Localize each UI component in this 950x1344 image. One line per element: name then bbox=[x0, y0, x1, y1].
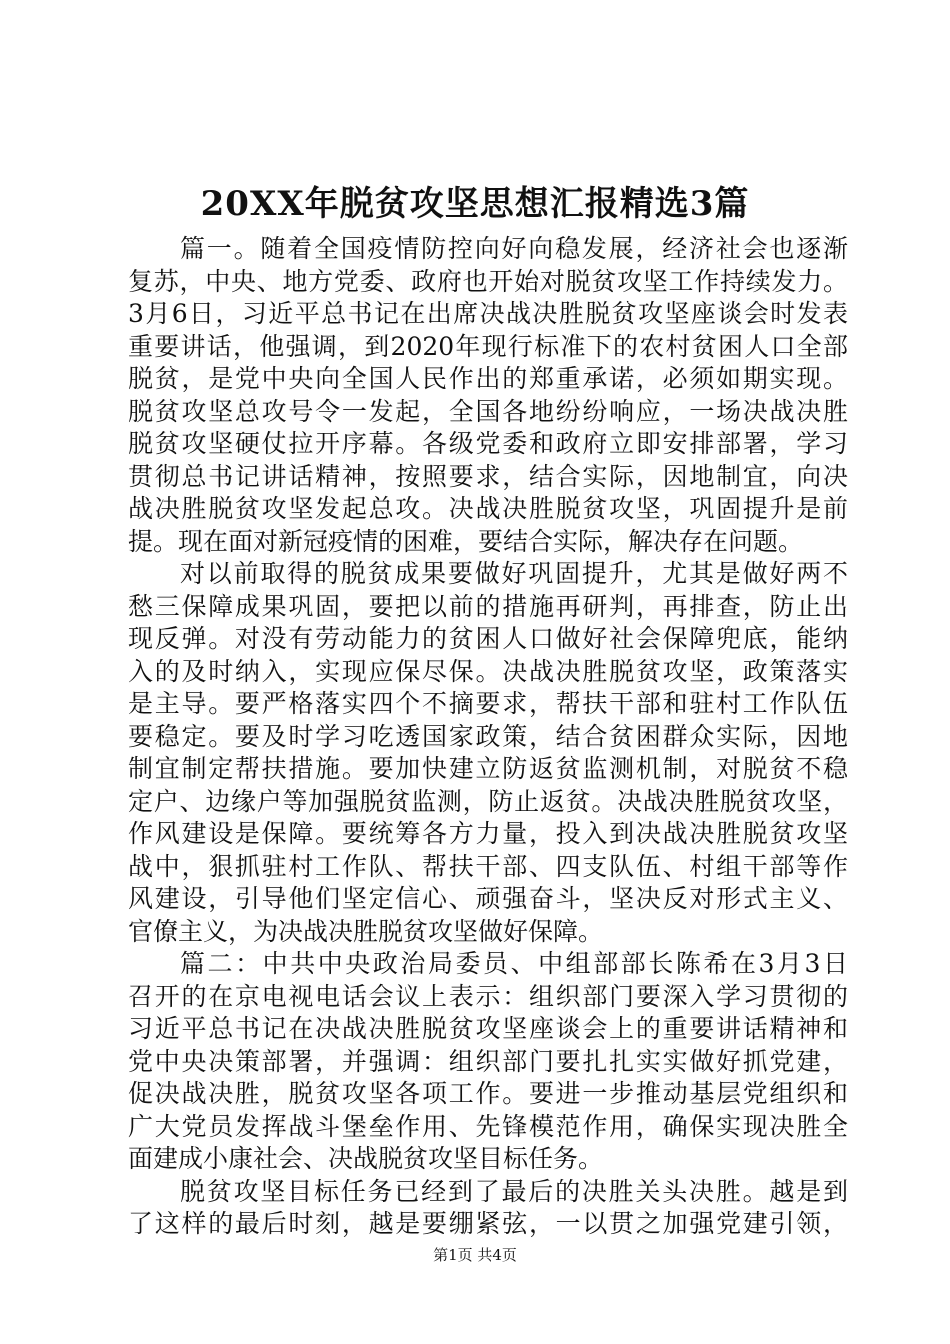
text-line: 入的及时纳入，实现应保尽保。决战决胜脱贫攻坚，政策落实 bbox=[128, 656, 848, 686]
text-line: 党中央决策部署，并强调：组织部门要扎扎实实做好抓党建， bbox=[128, 1046, 848, 1076]
page-footer: 第1页 共4页 bbox=[433, 1246, 517, 1264]
document-title: 20XX年脱贫攻坚思想汇报精选3篇 bbox=[200, 184, 750, 224]
text-line: 脱贫，是党中央向全国人民作出的郑重承诺，必须如期实现。 bbox=[128, 364, 848, 393]
text-line: 制宜制定帮扶措施。要加快建立防返贫监测机制，对脱贫不稳 bbox=[128, 754, 848, 783]
text-line: 广大党员发挥战斗堡垒作用、先锋模范作用，确保实现决胜全 bbox=[128, 1111, 848, 1141]
text-line: 篇一。随着全国疫情防控向好向稳发展，经济社会也逐渐 bbox=[180, 234, 848, 263]
text-line: 风建设，引导他们坚定信心、顽强奋斗，坚决反对形式主义、 bbox=[128, 884, 848, 913]
text-line: 贯彻总书记讲话精神，按照要求，结合实际，因地制宜，向决 bbox=[128, 461, 848, 491]
paragraph-2 bbox=[128, 558, 848, 948]
text-line: 官僚主义，为决战决胜脱贫攻坚做好保障。 bbox=[128, 916, 604, 946]
text-line: 定户、边缘户等加强脱贫监测，防止返贫。决战决胜脱贫攻坚， bbox=[128, 786, 848, 816]
paragraph-3 bbox=[128, 948, 848, 1176]
text-line: 了这样的最后时刻，越是要绷紧弦，一以贯之加强党建引领， bbox=[128, 1209, 848, 1238]
text-line: 面建成小康社会、决战脱贫攻坚目标任务。 bbox=[128, 1144, 604, 1173]
text-line: 脱贫攻坚硬仗拉开序幕。各级党委和政府立即安排部署，学习 bbox=[128, 429, 848, 458]
text-line: 对以前取得的脱贫成果要做好巩固提升，尤其是做好两不 bbox=[180, 559, 848, 588]
text-line: 是主导。要严格落实四个不摘要求，帮扶干部和驻村工作队伍 bbox=[128, 689, 848, 718]
text-line: 作风建设是保障。要统筹各方力量，投入到决战决胜脱贫攻坚 bbox=[128, 819, 848, 848]
text-line: 战中，狠抓驻村工作队、帮扶干部、四支队伍、村组干部等作 bbox=[128, 851, 848, 881]
text-line: 要稳定。要及时学习吃透国家政策，结合贫困群众实际，因地 bbox=[128, 721, 848, 751]
document-body bbox=[128, 233, 848, 1241]
text-line: 脱贫攻坚目标任务已经到了最后的决胜关头决胜。越是到 bbox=[180, 1176, 848, 1206]
text-line: 复苏，中央、地方党委、政府也开始对脱贫攻坚工作持续发力。 bbox=[128, 266, 848, 296]
text-line: 促决战决胜，脱贫攻坚各项工作。要进一步推动基层党组织和 bbox=[128, 1079, 848, 1108]
text-line: 战决胜脱贫攻坚发起总攻。决战决胜脱贫攻坚，巩固提升是前 bbox=[128, 494, 848, 523]
paragraph-4 bbox=[128, 1176, 848, 1241]
text-line: 召开的在京电视电话会议上表示：组织部门要深入学习贯彻的 bbox=[128, 981, 848, 1011]
text-line: 脱贫攻坚总攻号令一发起，全国各地纷纷响应，一场决战决胜 bbox=[128, 396, 848, 426]
text-line: 篇二：中共中央政治局委员、中组部部长陈希在3月3日 bbox=[180, 949, 848, 978]
text-line: 重要讲话，他强调，到2020年现行标准下的农村贫困人口全部 bbox=[128, 331, 848, 361]
text-line: 愁三保障成果巩固，要把以前的措施再研判，再排查，防止出 bbox=[128, 591, 848, 621]
text-line: 3月6日，习近平总书记在出席决战决胜脱贫攻坚座谈会时发表 bbox=[128, 299, 848, 328]
text-line: 提。现在面对新冠疫情的困难，要结合实际，解决存在问题。 bbox=[128, 526, 804, 556]
text-line: 习近平总书记在决战决胜脱贫攻坚座谈会上的重要讲话精神和 bbox=[128, 1014, 848, 1043]
paragraph-1 bbox=[128, 233, 848, 558]
text-line: 现反弹。对没有劳动能力的贫困人口做好社会保障兜底，能纳 bbox=[128, 624, 848, 653]
